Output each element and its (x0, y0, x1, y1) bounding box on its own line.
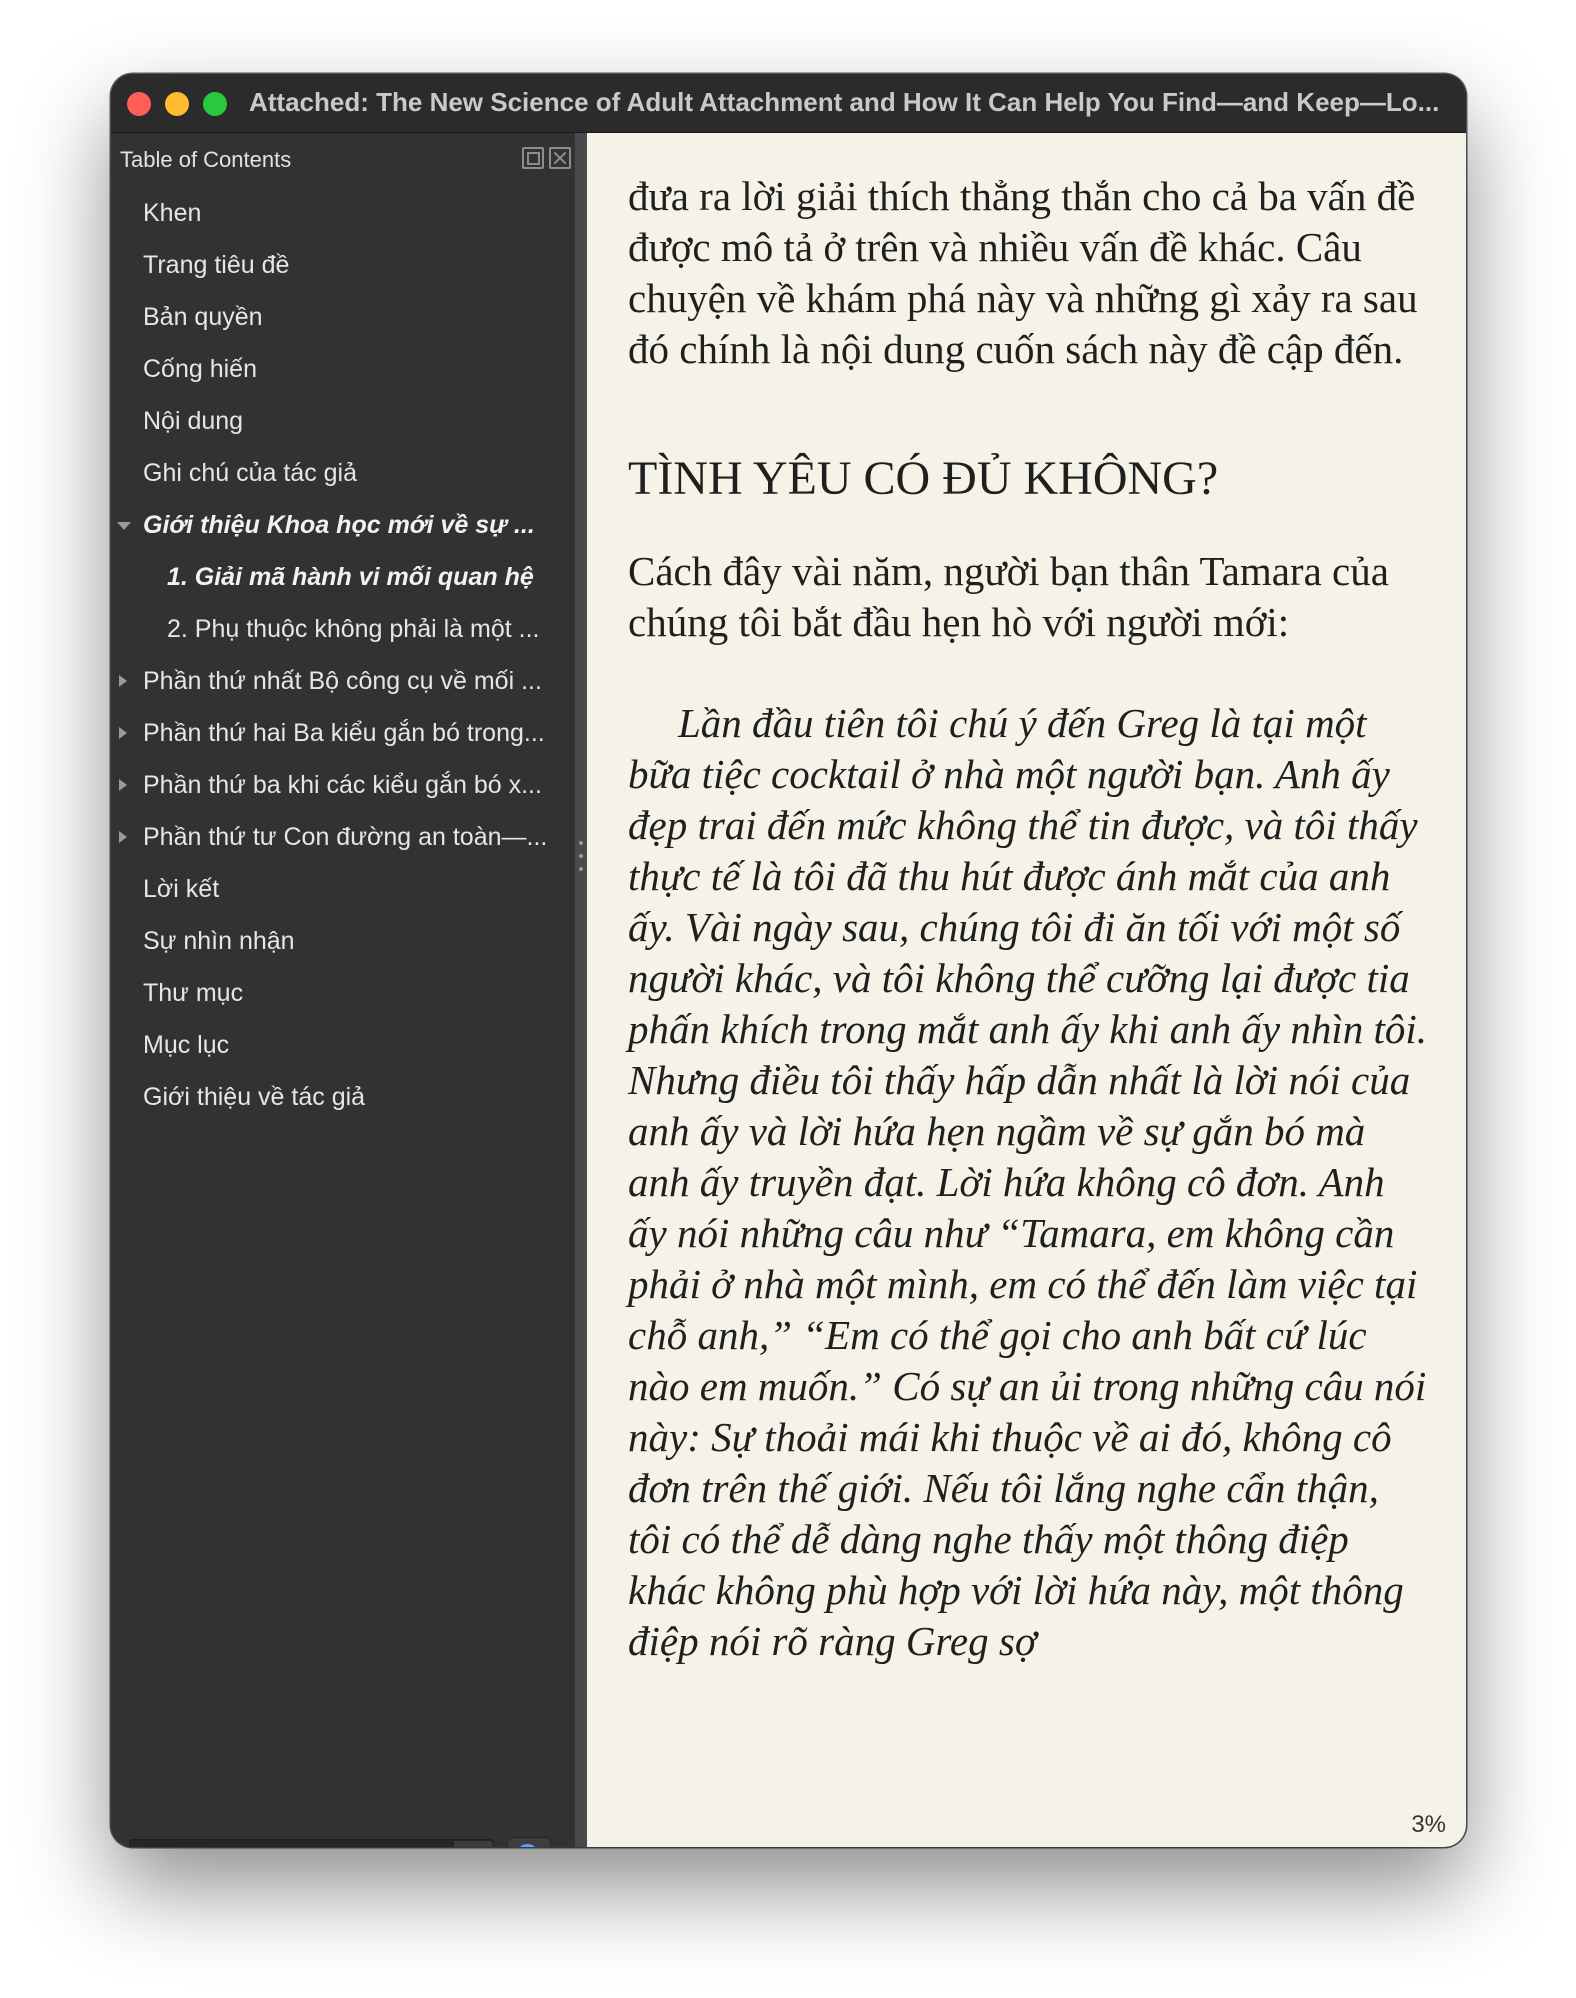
reading-progress: 3% (1411, 1811, 1446, 1838)
toc-item[interactable] (111, 551, 575, 603)
title-bar[interactable] (111, 74, 1466, 133)
toc-item[interactable] (111, 707, 575, 759)
toc-item-label: Bản quyền (143, 303, 263, 331)
toc-item-label: Phần thứ ba khi các kiểu gắn bó x... (143, 771, 542, 799)
disclosure-collapsed-icon[interactable] (119, 779, 127, 791)
quote-paragraph: Lần đầu tiên tôi chú ý đến Greg là tại một bữa tiệc cocktail ở nhà một người bạn. Anh ấy đẹp trai đến mức không thể tin được, và tôi thấy thực tế là tôi đã thu hút được ánh mắt của anh ấy. Vài ngày sau, chúng tôi đi ăn tối với một số người khác, và tôi không thể cưỡng lại được tia phấn khích trong mắt anh ấy khi anh ấy nhìn tôi. Nhưng điều tôi thấy hấp dẫn nhất là lời nói của anh ấy và lời hứa hẹn ngầm về sự gắn bó mà anh ấy truyền đạt. Lời hứa không cô đơn. Anh ấy nói những câu như “Tamara, em không cần phải ở nhà một mình, em có thể đến làm việc tại chỗ anh,” “Em có thể gọi cho anh bất cứ lúc nào em muốn.” Có sự an ủi trong những câu nói này: Sự thoải mái khi thuộc về ai đó, không cô đơn trên thế giới. Nếu tôi lắng nghe cẩn thận, tôi có thể dễ dàng nghe thấy một thông điệp khác không phù hợp với lời hứa này, một thông điệp nói rõ ràng Greg sợ (628, 700, 1428, 1664)
toc-item-label: Giới thiệu Khoa học mới về sự ... (143, 511, 535, 539)
toc-item[interactable] (111, 239, 575, 291)
toc-item-label: Phần thứ tư Con đường an toàn—... (143, 823, 548, 851)
toc-item-label: Trang tiêu đề (143, 251, 290, 279)
splitter-grip-dot (579, 854, 583, 858)
disclosure-collapsed-icon[interactable] (119, 675, 127, 687)
disclosure-expanded-icon[interactable] (117, 522, 131, 530)
close-window-button[interactable] (127, 92, 151, 116)
zoom-window-button[interactable] (203, 92, 227, 116)
detach-icon[interactable] (522, 147, 544, 169)
toc-item-label: Sự nhìn nhận (143, 927, 295, 955)
toc-item[interactable] (111, 655, 575, 707)
toc-item[interactable] (111, 603, 575, 655)
toc-item[interactable] (111, 967, 575, 1019)
toc-item-label: Nội dung (143, 407, 244, 435)
toc-item-label: Giới thiệu về tác giả (143, 1083, 366, 1111)
toc-item-label: Phần thứ nhất Bộ công cụ về mối ... (143, 667, 542, 695)
toc-item-label: Thư mục (143, 979, 244, 1007)
toc-item[interactable] (111, 811, 575, 863)
search-options-dropdown[interactable] (453, 1841, 493, 1847)
disclosure-collapsed-icon[interactable] (119, 727, 127, 739)
toc-item-label: 1. Giải mã hành vi mối quan hệ (167, 563, 534, 591)
toc-item[interactable] (111, 395, 575, 447)
splitter-grip-dot (579, 841, 583, 845)
toc-item-label: Phần thứ hai Ba kiểu gắn bó trong... (143, 719, 545, 747)
disclosure-collapsed-icon[interactable] (119, 831, 127, 843)
toc-item[interactable] (111, 915, 575, 967)
toc-item-label: Khen (143, 199, 202, 227)
toc-item[interactable] (111, 863, 575, 915)
splitter-grip-dot (579, 867, 583, 871)
toc-item[interactable] (111, 447, 575, 499)
toc-item[interactable] (111, 343, 575, 395)
magnifier-icon (516, 1844, 539, 1847)
book-page[interactable] (587, 133, 1466, 1847)
sidebar-splitter[interactable] (575, 133, 587, 1847)
toc-sidebar (111, 133, 575, 1847)
toc-item-label: Mục lục (143, 1031, 230, 1059)
section-heading: TÌNH YÊU CÓ ĐỦ KHÔNG? (628, 452, 1219, 505)
toc-item[interactable] (111, 1019, 575, 1071)
reader-window (111, 74, 1466, 1847)
body-paragraph: Cách đây vài năm, người bạn thân Tamara của chúng tôi bắt đầu hẹn hò với người mới: (628, 548, 1389, 645)
toc-item-label: Lời kết (143, 875, 220, 903)
toc-search-input[interactable] (129, 1839, 447, 1847)
close-icon[interactable] (549, 147, 571, 169)
page-content (628, 171, 1428, 1667)
toc-item[interactable] (111, 187, 575, 239)
toc-item[interactable] (111, 1071, 575, 1123)
intro-paragraph: đưa ra lời giải thích thẳng thắn cho cả ba vấn đề được mô tả ở trên và nhiều vấn đề khác. Câu chuyện về khám phá này và những gì xảy ra sau đó chính là nội dung cuốn sách này đề cập đến. (628, 173, 1418, 372)
search-button[interactable] (507, 1837, 551, 1847)
minimize-window-button[interactable] (165, 92, 189, 116)
toc-item[interactable] (111, 759, 575, 811)
toc-item[interactable] (111, 291, 575, 343)
toc-item-label: 2. Phụ thuộc không phải là một ... (167, 615, 540, 643)
toc-item-label: Ghi chú của tác giả (143, 459, 358, 487)
window-title: Attached: The New Science of Adult Attachment and How It Can Help You Find—and Keep—Lo... (249, 87, 1440, 117)
toc-item[interactable] (111, 499, 575, 551)
toc-header: Table of Contents (120, 147, 292, 172)
toc-search-box (129, 1839, 494, 1847)
toc-list (111, 187, 575, 1123)
toc-item-label: Cống hiến (143, 355, 257, 383)
